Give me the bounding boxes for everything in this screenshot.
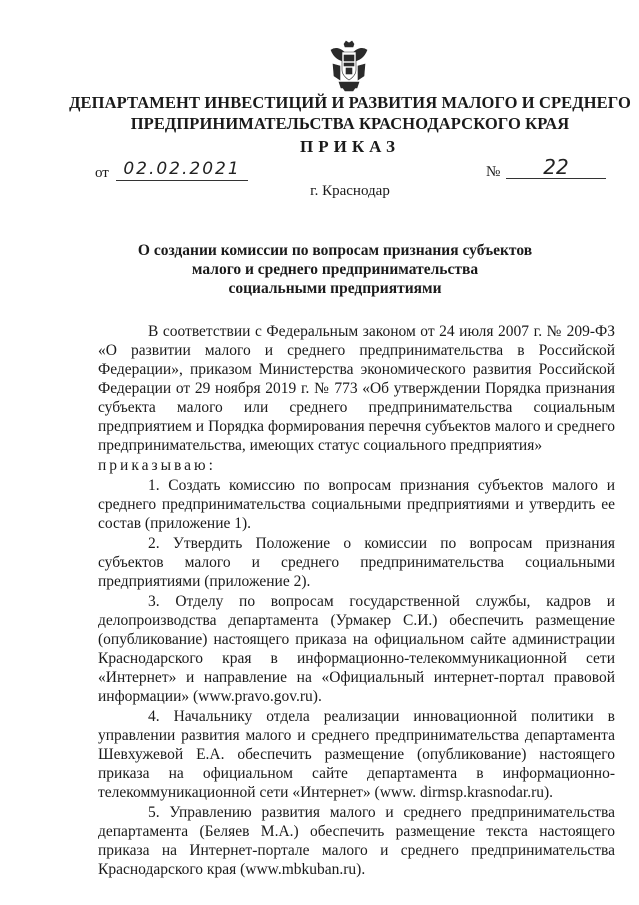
subject-line-2: малого и среднего предпринимательства [191, 261, 479, 278]
subject-line-3: социальными предприятиями [228, 280, 442, 297]
department-line-1: ДЕПАРТАМЕНТ ИНВЕСТИЦИЙ И РАЗВИТИЯ МАЛОГО И СРЕДНЕГО [69, 93, 631, 112]
order-item-5: 5. Управлению развития малого и среднего предпринимательства департамента (Беляев М.А.) обеспечить размещение текста настоящего приказа на Интернет-портале малого и среднего предпринимательства Краснодарского края (www.mbkuban.ru). [98, 804, 615, 878]
department-line-2: ПРЕДПРИНИМАТЕЛЬСТВА КРАСНОДАРСКОГО КРАЯ [130, 114, 570, 133]
subject-line-1: О создании комиссии по вопросам признания субъектов [137, 242, 533, 259]
department-name [60, 92, 639, 134]
order-item-3: 3. Отделу по вопросам государственной службы, кадров и делопроизводства департамента (Урмакер С.И.) обеспечить размещение (опубликование) настоящего приказа на официальном сайте администрации Краснодарского края в информационно-телекоммуникационной сети «Интернет» и направление на «Официальный интернет-портал правовой информации» (www.pravo.gov.ru). [98, 593, 615, 705]
number-label: № [486, 164, 501, 180]
order-verb: приказываю: [98, 457, 216, 474]
city-name: г. Краснодар [310, 183, 390, 199]
order-number: 22 [506, 158, 606, 179]
preamble-paragraph: В соответствии с Федеральным законом от 24 июля 2007 г. № 209-ФЗ «О развитии малого и среднего предпринимательства в Российской Федерации», приказом Министерства экономического развития Российской Федерации от 29 ноября 2019 г. № 773 «Об утверждении Порядка признания субъекта малого или среднего предпринимательства социальным предприятием и Порядка формирования перечня субъектов малого и среднего предпринимательства, имеющих статус социального предприятия» [98, 323, 615, 454]
order-body [98, 322, 615, 880]
order-item-4: 4. Начальнику отдела реализации инновационной политики в управлении развития малого и среднего предпринимательства департамента Шевхужевой Е.А. обеспечить размещение (опубликование) настоящего приказа на официальном сайте департамента в информационно-телекоммуникационной сети «Интернет» (www. dirmsp.krasnodar.ru). [98, 708, 615, 801]
order-subject [100, 241, 570, 298]
order-item-2: 2. Утвердить Положение о комиссии по вопросам признания субъектов малого и среднего предпринимательства социальными предприятиями (приложение 2). [98, 535, 615, 590]
order-date: 02.02.2021 [116, 160, 248, 181]
document-type-title: ПРИКАЗ [300, 137, 400, 156]
date-label: от [95, 165, 109, 181]
order-item-1: 1. Создать комиссию по вопросам признания субъектов малого и среднего предпринимательства социальными предприятиями и утвердить ее состав (приложение 1). [98, 477, 615, 532]
coat-of-arms-icon [327, 40, 371, 92]
